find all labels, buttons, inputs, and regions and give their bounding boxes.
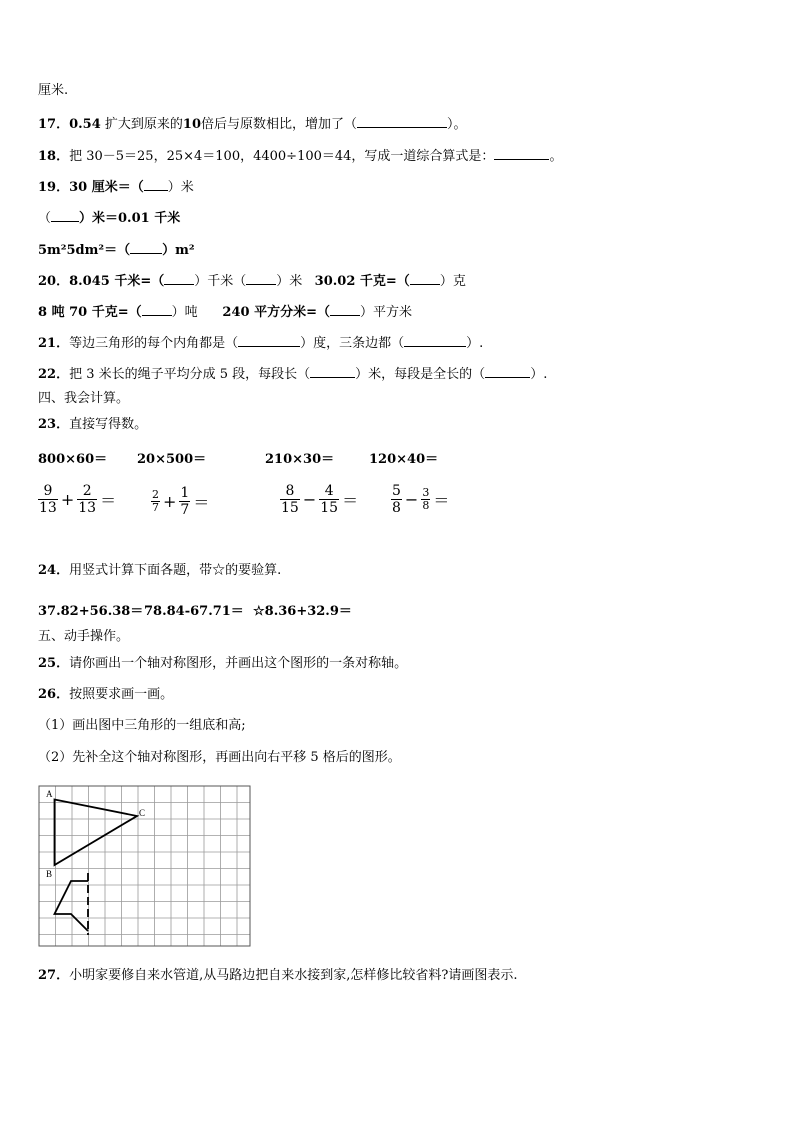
q16-tail: 厘米. (38, 83, 69, 98)
label-c: C (139, 808, 146, 818)
q21-c: ）. (466, 336, 484, 351)
section-5-title: 五、动手操作。 (38, 629, 130, 644)
question-17 (38, 115, 467, 133)
q24-title: 用竖式计算下面各题，带☆的要验算. (69, 563, 282, 578)
q23-f2-eq: ＝ (193, 493, 210, 512)
q19-l1b: ）米 (167, 180, 194, 195)
q23-fraction-4 (391, 483, 452, 516)
q23-title: 直接写得数。 (69, 417, 148, 432)
q20-l2b: ）吨 (171, 305, 198, 320)
q19-l2a: （ (38, 211, 52, 226)
q24-calc-2: 78.84-67.71＝ (144, 604, 244, 619)
question-20-line1 (38, 272, 466, 290)
q23-f4-n2: 3 (422, 486, 430, 499)
q19-l1a: 30 厘米＝（ (69, 180, 144, 195)
q23-f2-d2: 7 (180, 502, 190, 518)
q23-f4-d2: 8 (422, 499, 430, 512)
q23-calc-4: 120×40＝ (369, 452, 439, 467)
q23-f3-d1: 15 (281, 500, 299, 516)
q26-sub-1: （1）画出图中三角形的一组底和高; (38, 718, 246, 733)
q25-text: 请你画出一个轴对称图形，并画出这个图形的一条对称轴。 (69, 656, 408, 671)
q18-end: 。 (549, 149, 563, 164)
q23-calc-3: 210×30＝ (265, 452, 335, 467)
q24-calc-3: ☆8.36+32.9＝ (253, 604, 352, 619)
q23-f1-n2: 2 (82, 483, 92, 499)
q19-l3a: 5m²5dm²＝（ (38, 243, 131, 258)
q23-f2-op: + (163, 492, 177, 511)
q19-blank-3[interactable] (130, 241, 162, 254)
q23-number: 23． (38, 417, 70, 432)
half-shape (55, 881, 89, 931)
q18-number: 18． (38, 149, 70, 164)
question-19-line3 (38, 241, 195, 259)
q23-calc-1: 800×60＝ (38, 452, 108, 467)
q23-f4-n1: 5 (392, 483, 401, 499)
q20-blank-2[interactable] (246, 272, 276, 285)
q23-f3-n1: 8 (285, 483, 295, 499)
q20-blank-5[interactable] (330, 303, 360, 316)
q23-f4-eq: ＝ (433, 491, 450, 510)
q22-blank-2[interactable] (485, 365, 530, 378)
q21-blank-2[interactable] (404, 334, 466, 347)
q23-f3-d2: 15 (320, 500, 339, 516)
q23-f4-op: − (404, 490, 419, 509)
q17-text-b: 扩大到原来的 (104, 117, 183, 132)
q17-times: 10 (182, 117, 202, 132)
q17-answer-blank[interactable] (357, 115, 447, 128)
question-19-line1 (38, 178, 194, 196)
q23-f2-n2: 1 (180, 485, 190, 501)
q20-l2d: ）平方米 (359, 305, 412, 320)
q23-f1-n1: 9 (43, 483, 53, 499)
question-18 (38, 147, 562, 165)
q20-blank-1[interactable] (164, 272, 194, 285)
q22-c: ）. (530, 367, 548, 382)
q23-f1-d2: 13 (78, 500, 97, 516)
q19-l3b: ）m² (162, 243, 195, 258)
q20-l2a: 8 吨 70 千克=（ (38, 305, 142, 320)
q23-f3-eq: ＝ (342, 491, 359, 510)
question-20-line2 (38, 303, 412, 321)
q17-text-e: ）。 (447, 117, 467, 132)
question-26 (38, 687, 173, 703)
q17-number: 17． (38, 117, 70, 132)
q20-blank-3[interactable] (410, 272, 440, 285)
grid-figure[interactable] (38, 785, 252, 948)
q20-l1a: 8.045 千米=（ (69, 274, 165, 289)
q23-f1-op: + (60, 490, 75, 509)
q20-blank-4[interactable] (142, 303, 172, 316)
q20-l1c: ）米 (276, 274, 303, 289)
q23-f2-n1: 2 (152, 488, 159, 501)
q23-f1-eq: ＝ (100, 491, 117, 510)
question-25 (38, 656, 407, 672)
q17-value: 0.54 (69, 117, 101, 132)
q23-fraction-2 (151, 485, 212, 518)
q22-a: 把 3 米长的绳子平均分成 5 段，每段长（ (69, 367, 311, 382)
q27-text: 小明家要修自来水管道,从马路边把自来水接到家,怎样修比较省料?请画图表示. (69, 968, 518, 983)
q23-f3-op: − (302, 490, 317, 509)
q23-f2-d1: 7 (152, 501, 159, 514)
q20-l1b: ）千米（ (194, 274, 247, 289)
q26-text: 按照要求画一画。 (69, 687, 174, 702)
triangle-abc (55, 800, 138, 866)
q20-number: 20． (38, 274, 70, 289)
q22-blank-1[interactable] (310, 365, 355, 378)
q20-l1d: 30.02 千克=（ (314, 274, 410, 289)
q21-b: ）度，三条边都（ (300, 336, 405, 351)
q19-blank-2[interactable] (51, 209, 79, 222)
label-b: B (46, 869, 53, 879)
q18-answer-blank[interactable] (494, 147, 549, 160)
q23-calc-2: 20×500＝ (137, 452, 207, 467)
question-21 (38, 334, 483, 352)
q20-l1e: ）克 (439, 274, 466, 289)
q18-text: 把 30－5＝25，25×4＝100，4400÷100＝44，写成一道综合算式是： (69, 149, 495, 164)
q22-b: ）米，每段是全长的（ (355, 367, 486, 382)
q27-number: 27． (38, 968, 70, 983)
label-a: A (46, 789, 53, 799)
q26-sub-2: （2）先补全这个轴对称图形，再画出向右平移 5 格后的图形。 (38, 750, 401, 765)
q19-blank-1[interactable] (144, 178, 168, 191)
q23-f1-d1: 13 (39, 500, 57, 516)
q20-l2c: 240 平方分米=（ (222, 305, 330, 320)
q23-fraction-3 (280, 483, 361, 516)
q23-f3-n2: 4 (324, 483, 334, 499)
q19-l2b: ）米＝0.01 千米 (79, 211, 181, 226)
question-24 (38, 563, 281, 579)
question-19-line2 (38, 209, 180, 227)
q21-a: 等边三角形的每个内角都是（ (69, 336, 239, 351)
question-22 (38, 365, 547, 383)
q22-number: 22． (38, 367, 70, 382)
q21-number: 21． (38, 336, 70, 351)
question-27 (38, 968, 517, 984)
q17-text-d: 倍后与原数相比，增加了（ (201, 117, 358, 132)
q23-fraction-1 (38, 483, 119, 516)
q19-number: 19． (38, 180, 70, 195)
q24-number: 24． (38, 563, 70, 578)
q21-blank-1[interactable] (238, 334, 300, 347)
q25-number: 25． (38, 656, 70, 671)
q24-calc-1: 37.82+56.38＝ (38, 604, 144, 619)
section-4-title: 四、我会计算。 (38, 391, 130, 406)
question-23 (38, 417, 147, 433)
q26-number: 26． (38, 687, 70, 702)
q23-f4-d1: 8 (392, 500, 401, 516)
